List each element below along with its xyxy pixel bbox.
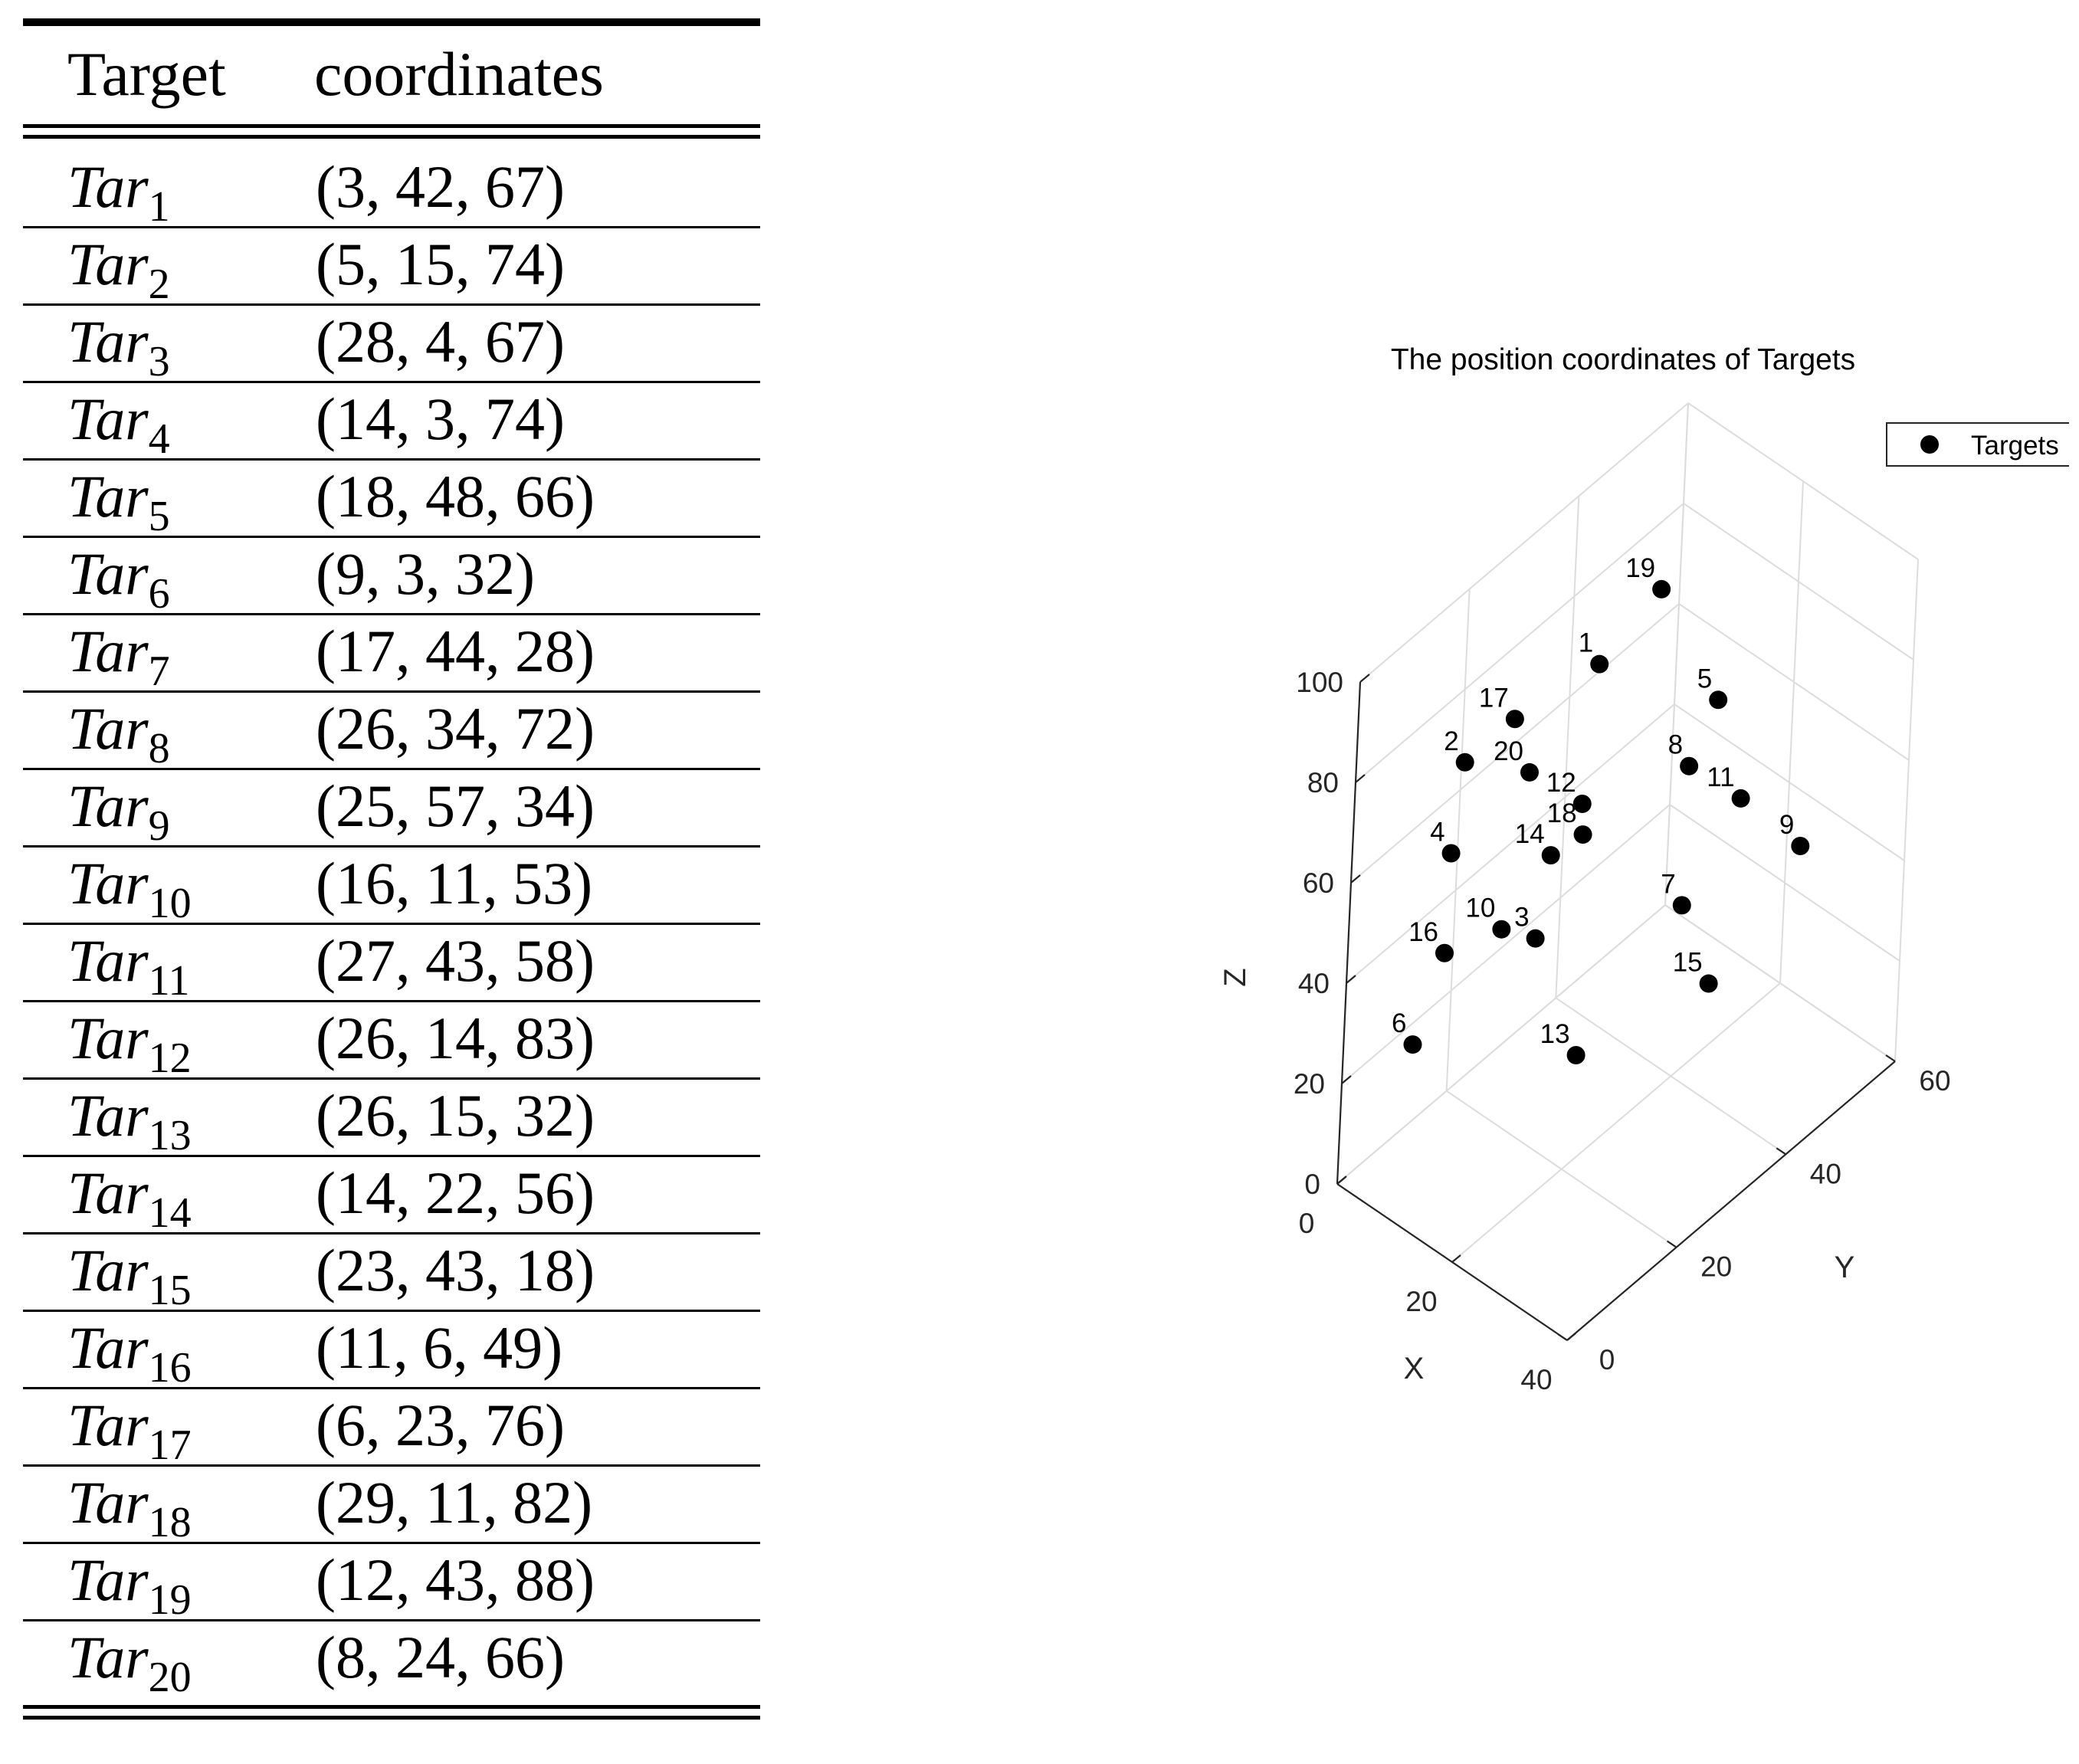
- target-cell: [67, 773, 170, 851]
- y-tick: [1558, 1334, 1567, 1340]
- grid-line: [1556, 496, 1579, 998]
- z-tick-label: 100: [1296, 667, 1343, 698]
- point-label: 7: [1661, 869, 1676, 900]
- table-row: [23, 693, 760, 770]
- bottom-double-rule-bottom: [23, 1716, 760, 1720]
- target-cell: [67, 618, 170, 696]
- grid-layer: [1337, 403, 1918, 1340]
- grid-line: [1556, 998, 1786, 1154]
- point-label: 13: [1540, 1019, 1570, 1049]
- target-index: 16: [148, 1344, 192, 1392]
- table-row: [23, 848, 760, 925]
- point-label: 20: [1494, 736, 1523, 766]
- point-label: 4: [1430, 817, 1445, 848]
- target-cell: [67, 1160, 192, 1238]
- x-tick-label: 20: [1405, 1286, 1438, 1317]
- target-index: 3: [148, 338, 170, 385]
- point-label: 16: [1408, 916, 1438, 947]
- table-row: [23, 615, 760, 693]
- target-name: Tar: [67, 540, 149, 607]
- table-row: [23, 306, 760, 383]
- legend-marker: [1920, 435, 1939, 454]
- target-cell: [67, 1315, 192, 1392]
- point-label: 11: [1707, 762, 1735, 792]
- grid-line: [1360, 403, 1688, 682]
- point-label: 9: [1779, 810, 1795, 840]
- table-row: [23, 228, 760, 306]
- table-row: [23, 1621, 760, 1699]
- target-name: Tar: [67, 618, 149, 684]
- target-name: Tar: [67, 1314, 149, 1381]
- coordinates-cell: (26, 14, 83): [316, 1005, 595, 1071]
- target-name: Tar: [67, 772, 149, 839]
- grid-line: [1337, 902, 1665, 1184]
- table-row: [23, 1002, 760, 1080]
- coordinates-cell: (12, 43, 88): [316, 1546, 595, 1613]
- grid-line: [1688, 403, 1918, 559]
- z-tick-label: 20: [1293, 1068, 1325, 1100]
- target-cell: [67, 696, 170, 773]
- target-cell: [67, 231, 170, 309]
- point-label: 8: [1667, 730, 1684, 760]
- target-cell: [67, 154, 170, 231]
- y-tick: [1667, 1241, 1677, 1248]
- target-cell: [67, 541, 170, 618]
- y-tick: [1886, 1055, 1895, 1061]
- target-index: 10: [148, 880, 192, 927]
- coordinates-table: [23, 18, 760, 1720]
- table-row: [23, 1467, 760, 1544]
- z-tick: [1346, 975, 1356, 983]
- grid-line: [1665, 403, 1688, 905]
- target-index: 13: [148, 1112, 192, 1159]
- x-tick: [1452, 1255, 1461, 1262]
- target-index: 1: [148, 183, 170, 231]
- z-tick: [1360, 674, 1369, 682]
- target-name: Tar: [67, 308, 149, 375]
- y-tick-label: 40: [1809, 1158, 1841, 1190]
- coordinates-cell: (14, 22, 56): [316, 1159, 595, 1226]
- target-index: 7: [148, 648, 170, 695]
- target-index: 4: [148, 415, 170, 463]
- target-name: Tar: [67, 850, 149, 916]
- coordinates-cell: (14, 3, 74): [316, 385, 565, 452]
- z-tick: [1342, 1076, 1351, 1084]
- grid-line: [1895, 559, 1918, 1061]
- header-double-rule-bottom: [23, 135, 760, 139]
- target-name: Tar: [67, 1392, 149, 1458]
- point-label: 3: [1514, 902, 1530, 933]
- grid-line: [1684, 503, 1913, 660]
- target-cell: [67, 1625, 192, 1702]
- target-index: 18: [148, 1499, 192, 1546]
- z-tick: [1356, 775, 1365, 782]
- target-name: Tar: [67, 1005, 149, 1071]
- target-name: Tar: [67, 1546, 149, 1613]
- table-row: [23, 1157, 760, 1237]
- table-row: [23, 383, 760, 461]
- target-name: Tar: [67, 463, 149, 530]
- target-index: 2: [148, 261, 170, 308]
- point-label: 17: [1478, 683, 1509, 713]
- target-index: 15: [148, 1267, 192, 1314]
- y-tick-label: 60: [1919, 1065, 1951, 1097]
- target-cell: [67, 1005, 192, 1083]
- point-label: 14: [1514, 819, 1545, 850]
- point-label: 10: [1465, 893, 1496, 923]
- target-name: Tar: [67, 1159, 149, 1226]
- target-cell: [67, 1083, 192, 1160]
- z-tick-label: 80: [1307, 767, 1339, 798]
- target-index: 11: [148, 957, 190, 1005]
- y-axis-label: Y: [1834, 1251, 1855, 1284]
- coordinates-cell: (23, 43, 18): [316, 1237, 595, 1303]
- table-body: [23, 151, 760, 1699]
- coordinates-cell: (9, 3, 32): [316, 540, 535, 607]
- point-label: 5: [1697, 664, 1713, 694]
- target-cell: [67, 1470, 192, 1547]
- table-row: [23, 1234, 760, 1312]
- target-name: Tar: [67, 695, 149, 762]
- table-row: [23, 538, 760, 618]
- table-row: [23, 1544, 760, 1624]
- y-tick: [1776, 1148, 1786, 1154]
- header-double-rule-top: [23, 124, 760, 128]
- y-axis-line: [1567, 1061, 1895, 1340]
- header-target: Target: [67, 39, 226, 109]
- z-tick-label: 60: [1302, 867, 1334, 899]
- target-cell: [67, 464, 170, 541]
- table-row: [23, 1389, 760, 1467]
- coordinates-cell: (16, 11, 53): [316, 850, 593, 916]
- target-name: Tar: [67, 1624, 149, 1690]
- table-row: [23, 1312, 760, 1392]
- target-name: Tar: [67, 231, 149, 297]
- target-name: Tar: [67, 1082, 149, 1149]
- point-label: 1: [1578, 628, 1594, 658]
- target-cell: [67, 851, 192, 928]
- target-index: 8: [148, 725, 170, 772]
- target-cell: [67, 1547, 192, 1625]
- table-header-row: [23, 26, 760, 124]
- point-label: 15: [1672, 947, 1703, 978]
- target-name: Tar: [67, 153, 149, 220]
- target-index: 9: [148, 802, 170, 850]
- table-top-rule: [23, 18, 760, 26]
- coordinates-cell: (3, 42, 67): [316, 153, 565, 220]
- legend-label: Targets: [1971, 431, 2059, 461]
- y-tick-label: 0: [1599, 1344, 1615, 1375]
- point-label: 18: [1546, 798, 1577, 829]
- target-cell: [67, 386, 170, 464]
- target-name: Tar: [67, 1469, 149, 1536]
- grid-line: [1679, 604, 1909, 760]
- coordinates-cell: (28, 4, 67): [316, 308, 565, 375]
- z-tick: [1337, 1176, 1346, 1184]
- coordinates-cell: (8, 24, 66): [316, 1624, 565, 1690]
- z-tick-label: 0: [1304, 1169, 1320, 1200]
- coordinates-cell: (26, 15, 32): [316, 1082, 595, 1149]
- point-label: 12: [1546, 768, 1576, 798]
- z-tick: [1351, 875, 1360, 883]
- table-row: [23, 461, 760, 538]
- table-bottom-rules: [23, 1705, 760, 1720]
- target-index: 12: [148, 1034, 192, 1082]
- target-name: Tar: [67, 1237, 149, 1303]
- target-index: 14: [148, 1189, 192, 1237]
- z-tick-label: 40: [1297, 968, 1330, 999]
- target-index: 20: [148, 1654, 192, 1701]
- target-cell: [67, 1238, 192, 1315]
- target-index: 17: [148, 1421, 192, 1469]
- target-name: Tar: [67, 927, 149, 994]
- coordinates-cell: (6, 23, 76): [316, 1392, 565, 1458]
- point-label: 2: [1444, 726, 1459, 756]
- grid-line: [1447, 1091, 1677, 1248]
- coordinates-cell: (27, 43, 58): [316, 927, 595, 994]
- chart-legend: [1887, 423, 2069, 466]
- y-tick-label: 20: [1700, 1251, 1733, 1283]
- bottom-double-rule-top: [23, 1705, 760, 1709]
- target-index: 5: [148, 493, 170, 540]
- header-coordinates: coordinates: [314, 39, 604, 109]
- scatter3d-chart: [1149, 291, 2069, 1456]
- point-label: 19: [1625, 552, 1656, 583]
- table-row: [23, 770, 760, 848]
- grid-line: [1780, 481, 1803, 983]
- target-cell: [67, 928, 190, 1005]
- coordinates-cell: (18, 48, 66): [316, 463, 595, 530]
- table-row: [23, 925, 760, 1005]
- x-tick: [1567, 1333, 1576, 1340]
- coordinates-cell: (11, 6, 49): [316, 1314, 563, 1381]
- table-row: [23, 1080, 760, 1157]
- point-label: 6: [1392, 1008, 1407, 1039]
- coordinates-cell: (17, 44, 28): [316, 618, 595, 684]
- table-row: [23, 151, 760, 231]
- axes-layer: [1218, 667, 1951, 1395]
- x-axis-label: X: [1403, 1352, 1425, 1385]
- chart-title: The position coordinates of Targets: [1390, 343, 1856, 376]
- x-tick-label: 40: [1520, 1364, 1553, 1395]
- coordinates-cell: (5, 15, 74): [316, 231, 565, 297]
- z-axis-line: [1337, 682, 1360, 1184]
- target-name: Tar: [67, 385, 149, 452]
- coordinates-cell: (29, 11, 82): [316, 1469, 593, 1536]
- target-cell: [67, 309, 170, 386]
- coordinates-cell: (25, 57, 34): [316, 772, 595, 839]
- grid-line: [1447, 589, 1470, 1091]
- grid-line: [1452, 983, 1780, 1262]
- target-index: 6: [148, 570, 170, 618]
- z-axis-label: Z: [1218, 968, 1252, 987]
- target-cell: [67, 1392, 192, 1470]
- target-index: 19: [148, 1576, 192, 1624]
- x-tick-label: 0: [1298, 1208, 1315, 1239]
- coordinates-cell: (26, 34, 72): [316, 695, 595, 762]
